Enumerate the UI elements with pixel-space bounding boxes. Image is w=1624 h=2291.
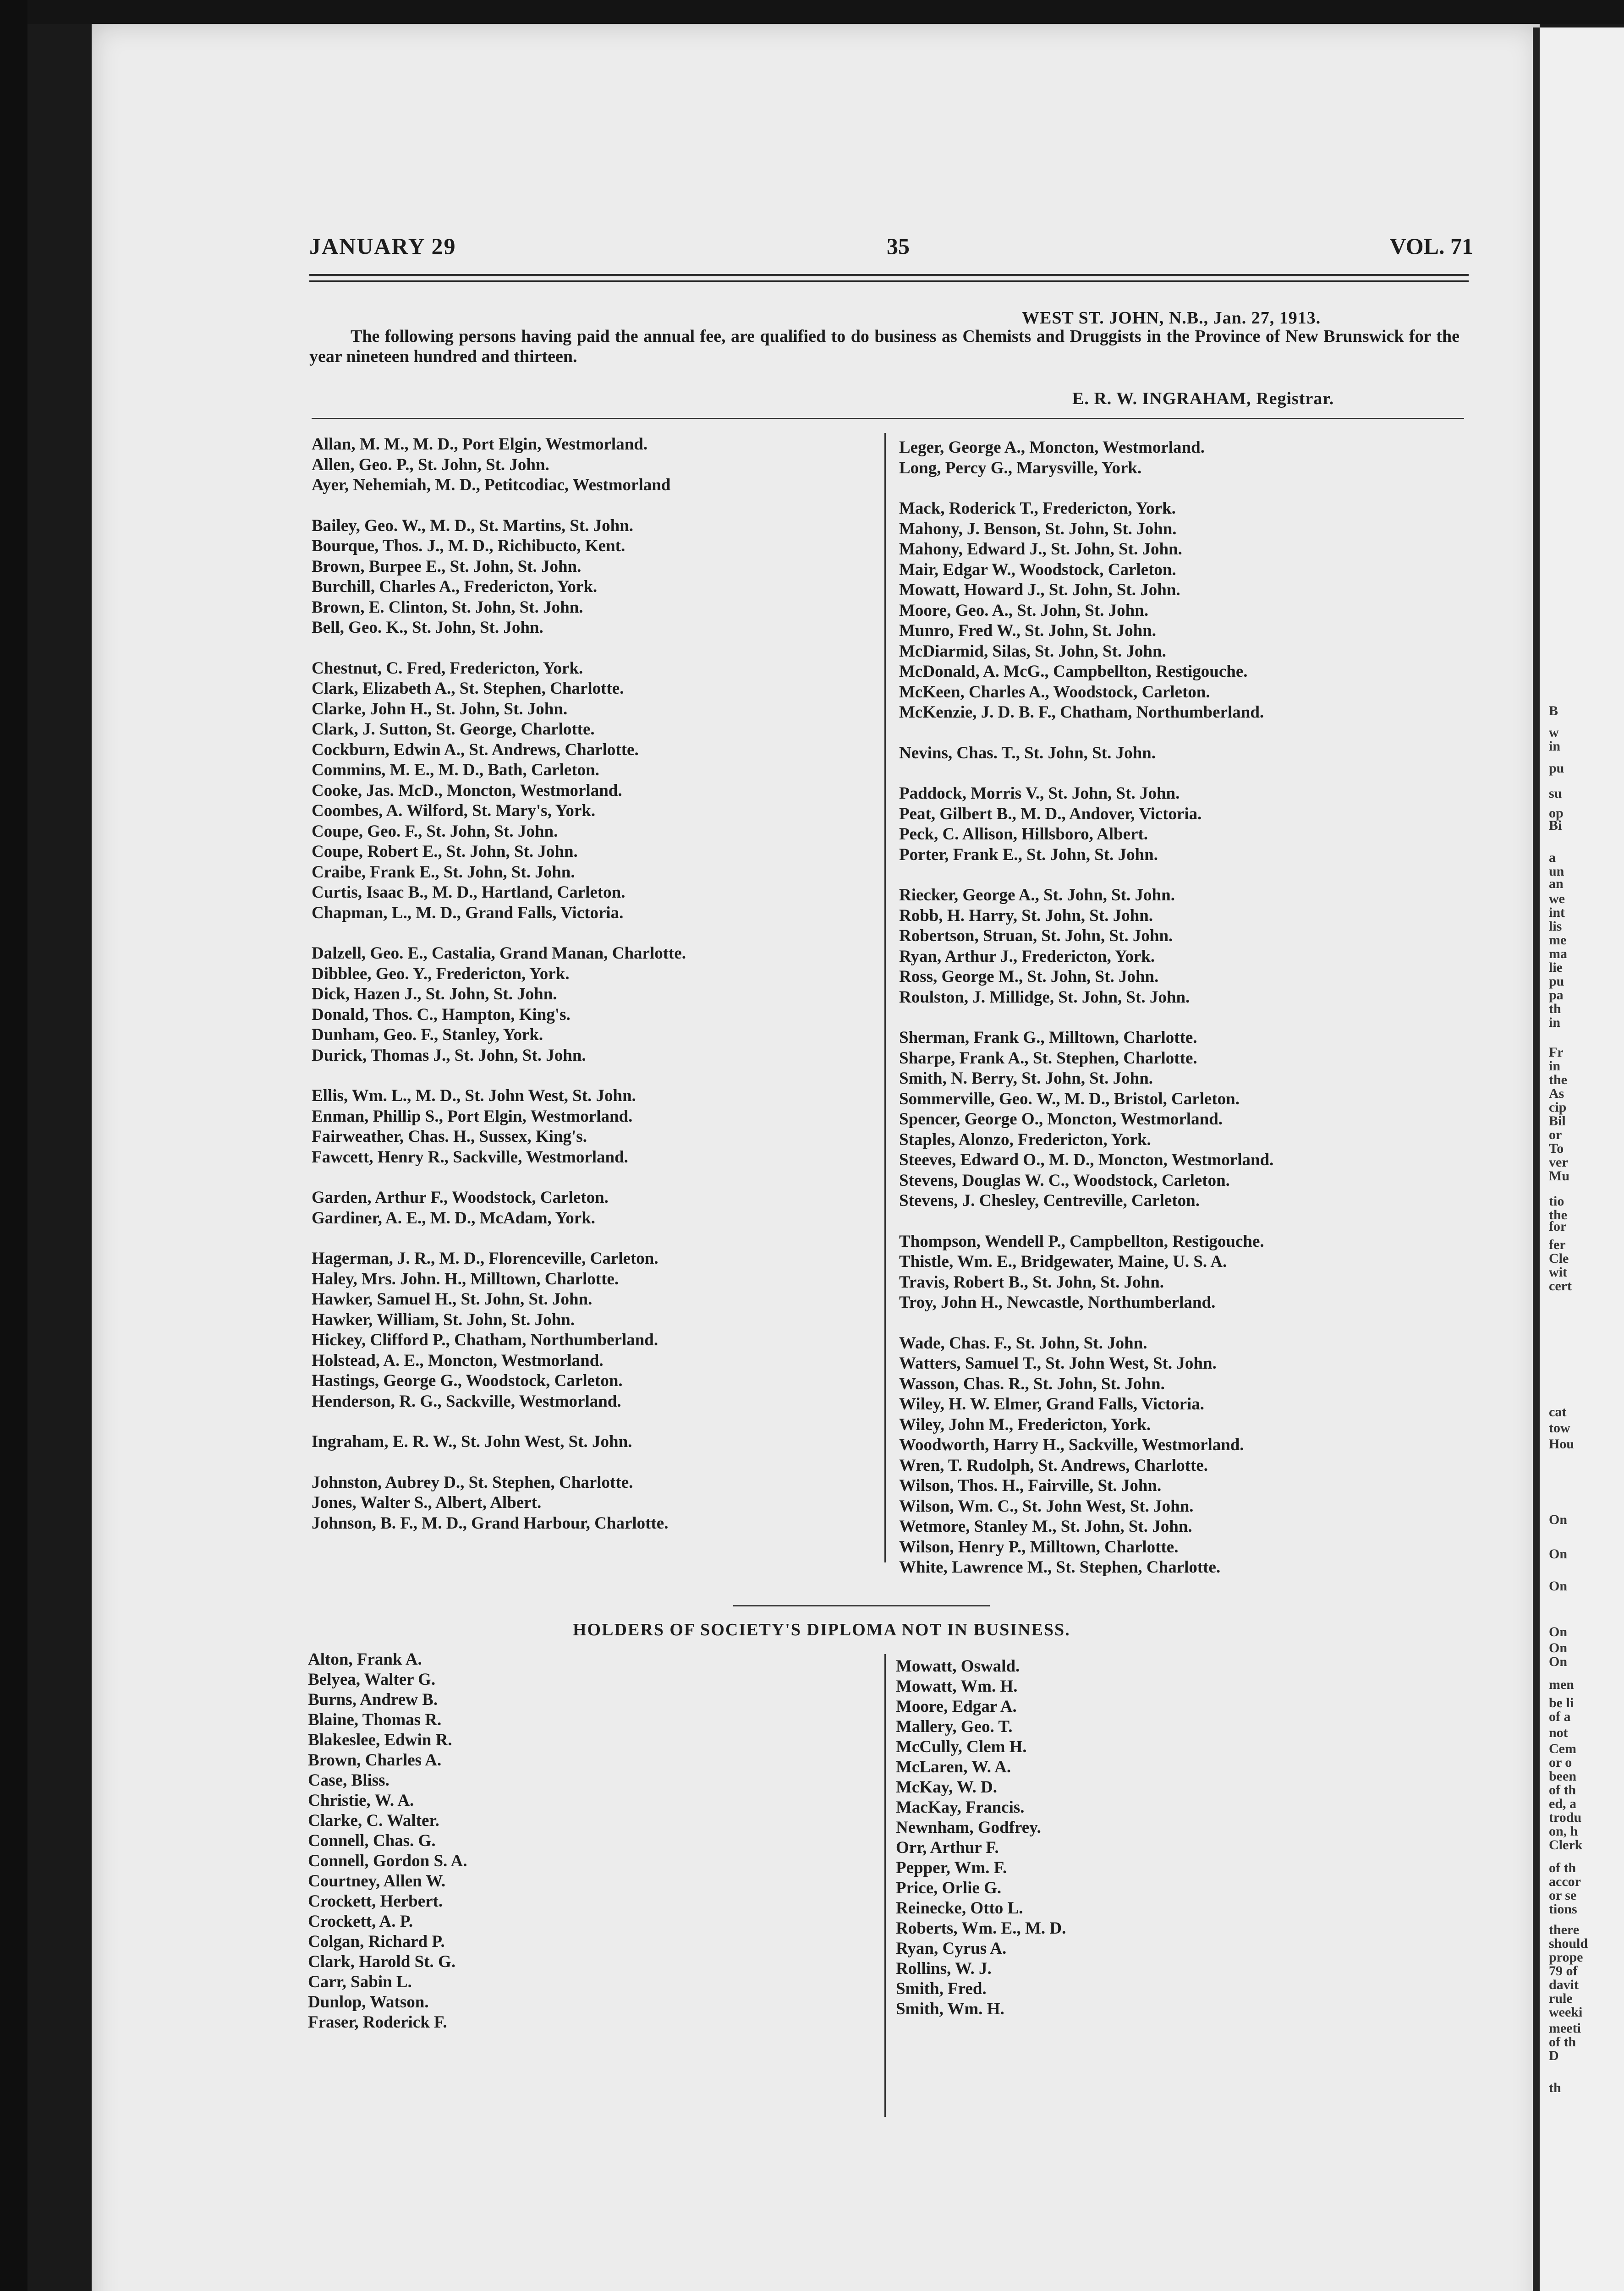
diploma-holder-entry: Mallery, Geo. T. — [896, 1717, 1013, 1736]
adjacent-page-fragment: in — [1549, 739, 1561, 754]
group-spacer — [312, 923, 686, 943]
registrant-entry: Nevins, Chas. T., St. John, St. John. — [899, 743, 1156, 762]
adjacent-page-fragment: On — [1549, 1624, 1568, 1639]
registrant-entry: Henderson, R. G., Sackville, Westmorland. — [312, 1392, 621, 1411]
adjacent-page-fragment: we — [1549, 891, 1565, 906]
registrant-entry: Coupe, Geo. F., St. John, St. John. — [312, 822, 558, 841]
adjacent-page-fragment: an — [1549, 876, 1564, 891]
registrant-entry: Coombes, A. Wilford, St. Mary's, York. — [312, 801, 596, 820]
registrant-entry: Ross, George M., St. John, St. John. — [899, 967, 1159, 986]
group-spacer — [312, 1066, 686, 1086]
registrant-entry: McDonald, A. McG., Campbellton, Restigouche. — [899, 662, 1248, 681]
registrant-entry: McKenzie, J. D. B. F., Chatham, Northumberland. — [899, 703, 1264, 722]
registrant-entry: McDiarmid, Silas, St. John, St. John. — [899, 641, 1166, 661]
registrant-entry: Enman, Phillip S., Port Elgin, Westmorland. — [312, 1107, 633, 1126]
registrant-entry: Spencer, George O., Moncton, Westmorland. — [899, 1110, 1223, 1129]
registrant-entry: Paddock, Morris V., St. John, St. John. — [899, 784, 1180, 803]
diploma-holder-entry: McCully, Clem H. — [896, 1737, 1027, 1756]
diploma-rule — [733, 1605, 990, 1606]
registrant-entry: Ingraham, E. R. W., St. John West, St. John. — [312, 1432, 632, 1451]
registrant-entry: Mahony, J. Benson, St. John, St. John. — [899, 519, 1177, 538]
registrant-entry: Thompson, Wendell P., Campbellton, Restigouche. — [899, 1232, 1264, 1251]
registrant-entry: Robertson, Struan, St. John, St. John. — [899, 926, 1173, 945]
diploma-heading: HOLDERS OF SOCIETY'S DIPLOMA NOT IN BUSINESS. — [573, 1620, 1070, 1639]
registrant-entry: Mahony, Edward J., St. John, St. John. — [899, 540, 1182, 559]
registrant-entry: Dibblee, Geo. Y., Fredericton, York. — [312, 964, 570, 983]
group-spacer — [899, 723, 1273, 743]
registrant-entry: Craibe, Frank E., St. John, St. John. — [312, 862, 575, 882]
registrant-entry: Fawcett, Henry R., Sackville, Westmorland. — [312, 1147, 628, 1167]
adjacent-page-fragment: me — [1549, 932, 1567, 948]
group-spacer — [899, 763, 1273, 784]
column-divider — [884, 433, 886, 1562]
group-spacer — [899, 478, 1273, 499]
registrant-entry: Ellis, Wm. L., M. D., St. John West, St. John. — [312, 1086, 636, 1105]
adjacent-page-fragment: To — [1549, 1141, 1564, 1156]
registrant-entry: Allen, Geo. P., St. John, St. John. — [312, 455, 549, 474]
diploma-holder-entry: Pepper, Wm. F. — [896, 1858, 1007, 1877]
adjacent-page-fragment: pa — [1549, 987, 1564, 1003]
registrant-entry: Porter, Frank E., St. John, St. John. — [899, 845, 1158, 864]
diploma-holder-entry: Carr, Sabin L. — [308, 1973, 412, 1991]
adjacent-page-fragment: lis — [1549, 919, 1562, 934]
adjacent-page-fragment: of th — [1549, 1860, 1576, 1875]
registrant-entry: Hickey, Clifford P., Chatham, Northumberland. — [312, 1331, 658, 1349]
registrant-entry: Gardiner, A. E., M. D., McAdam, York. — [312, 1208, 596, 1228]
adjacent-page-fragment: cert — [1549, 1278, 1572, 1293]
header-date: JANUARY 29 — [309, 233, 456, 259]
adjacent-page-fragment: 79 of — [1549, 1963, 1578, 1979]
adjacent-page-fragment: the — [1549, 1207, 1567, 1222]
registrant-entry: Robb, H. Harry, St. John, St. John. — [899, 906, 1153, 925]
registrant-entry: Wilson, Henry P., Milltown, Charlotte. — [899, 1537, 1179, 1557]
registrant-entry: Woodworth, Harry H., Sackville, Westmorland. — [899, 1436, 1244, 1454]
registrant-entry: McKeen, Charles A., Woodstock, Carleton. — [899, 682, 1210, 702]
adjacent-page-fragment: tions — [1549, 1902, 1577, 1917]
diploma-holder-entry: Price, Orlie G. — [896, 1879, 1002, 1897]
registrant-entry: Johnson, B. F., M. D., Grand Harbour, Charlotte. — [312, 1513, 669, 1533]
registrant-entry: Coupe, Robert E., St. John, St. John. — [312, 842, 578, 861]
diploma-holder-entry: Newnham, Godfrey. — [896, 1818, 1041, 1837]
diploma-holder-entry: Connell, Gordon S. A. — [308, 1852, 467, 1870]
page-number: 35 — [887, 233, 910, 259]
registrant-entry: Chestnut, C. Fred, Fredericton, York. — [312, 658, 583, 678]
registrant-entry: Wilson, Thos. H., Fairville, St. John. — [899, 1476, 1162, 1495]
adjacent-page-fragment: Cem — [1549, 1741, 1576, 1756]
volume-number: VOL. 71 — [1389, 233, 1473, 259]
adjacent-page-fragment: not — [1549, 1725, 1568, 1740]
registrant-entry: Roulston, J. Millidge, St. John, St. John. — [899, 987, 1190, 1007]
registrant-entry: Munro, Fred W., St. John, St. John. — [899, 621, 1156, 640]
registered-left-column — [312, 434, 686, 1534]
registrant-entry: Cockburn, Edwin A., St. Andrews, Charlotte. — [312, 740, 639, 759]
adjacent-page-fragment: accor — [1549, 1874, 1581, 1889]
adjacent-page-fragment: As — [1549, 1086, 1564, 1101]
registrant-entry: Long, Percy G., Marysville, York. — [899, 458, 1142, 477]
registrant-entry: Fairweather, Chas. H., Sussex, King's. — [312, 1127, 587, 1146]
registrant-entry: Durick, Thomas J., St. John, St. John. — [312, 1046, 586, 1065]
adjacent-page-fragment: men — [1549, 1677, 1574, 1692]
adjacent-page-fragment: wit — [1549, 1265, 1567, 1280]
registrant-entry: Ryan, Arthur J., Fredericton, York. — [899, 947, 1155, 966]
group-spacer — [312, 1167, 686, 1188]
notice-dateline: WEST ST. JOHN, N.B., Jan. 27, 1913. — [1022, 308, 1321, 328]
registrant-entry: Ayer, Nehemiah, M. D., Petitcodiac, Westmorland — [312, 476, 671, 494]
registrant-entry: Wade, Chas. F., St. John, St. John. — [899, 1333, 1147, 1353]
registrant-entry: Chapman, L., M. D., Grand Falls, Victoria. — [312, 903, 624, 922]
diploma-holder-entry: Rollins, W. J. — [896, 1959, 992, 1978]
adjacent-page-fragment: op — [1549, 806, 1564, 821]
diploma-holder-entry: Blakeslee, Edwin R. — [308, 1731, 452, 1749]
diploma-holder-entry: Mowatt, Oswald. — [896, 1657, 1020, 1676]
adjacent-page-edge — [1540, 27, 1624, 2291]
registrar-signature: E. R. W. INGRAHAM, Registrar. — [1072, 389, 1334, 408]
adjacent-page-fragment: B — [1549, 703, 1558, 718]
adjacent-page-fragment: for — [1549, 1219, 1567, 1234]
adjacent-page-fragment: su — [1549, 786, 1562, 801]
adjacent-page-fragment: prope — [1549, 1950, 1583, 1965]
adjacent-page-fragment: pu — [1549, 761, 1564, 776]
group-spacer — [899, 1211, 1273, 1232]
registrant-entry: Sherman, Frank G., Milltown, Charlotte. — [899, 1028, 1197, 1047]
adjacent-page-fragment: lie — [1549, 960, 1563, 975]
registrant-entry: Mowatt, Howard J., St. John, St. John. — [899, 581, 1180, 599]
adjacent-page-fragment: Clerk — [1549, 1837, 1583, 1853]
adjacent-page-fragment: tow — [1549, 1420, 1570, 1436]
adjacent-page-fragment: davit — [1549, 1977, 1579, 1992]
diploma-holder-entry: Ryan, Cyrus A. — [896, 1939, 1007, 1958]
registrant-entry: Dick, Hazen J., St. John, St. John. — [312, 985, 557, 1003]
adjacent-page-fragment: un — [1549, 864, 1564, 879]
adjacent-page-fragment: in — [1549, 1015, 1561, 1030]
diploma-holder-entry: Brown, Charles A. — [308, 1751, 442, 1770]
registrant-entry: Clark, Elizabeth A., St. Stephen, Charlotte. — [312, 679, 624, 698]
adjacent-page-fragment: D — [1549, 2048, 1559, 2063]
registrant-entry: Clarke, John H., St. John, St. John. — [312, 699, 568, 718]
registrant-entry: Dunham, Geo. F., Stanley, York. — [312, 1025, 543, 1044]
adjacent-page-fragment: there — [1549, 1922, 1580, 1937]
adjacent-page-fragment: cip — [1549, 1100, 1567, 1115]
group-spacer — [312, 1412, 686, 1432]
adjacent-page-fragment: Bi — [1549, 818, 1562, 833]
diploma-holder-entry: Moore, Edgar A. — [896, 1697, 1017, 1716]
registrant-entry: Wren, T. Rudolph, St. Andrews, Charlotte. — [899, 1456, 1208, 1475]
registrant-entry: Cooke, Jas. McD., Moncton, Westmorland. — [312, 781, 622, 800]
registrant-entry: Garden, Arthur F., Woodstock, Carleton. — [312, 1188, 609, 1207]
adjacent-page-fragment: cat — [1549, 1404, 1567, 1420]
registrant-entry: Thistle, Wm. E., Bridgewater, Maine, U. S. A. — [899, 1252, 1227, 1271]
registrant-entry: Haley, Mrs. John. H., Milltown, Charlotte. — [312, 1269, 619, 1288]
group-spacer — [312, 1452, 686, 1473]
diploma-holder-entry: Smith, Wm. H. — [896, 2000, 1004, 2018]
adjacent-page-fragment: Cle — [1549, 1251, 1569, 1266]
registrant-entry: Curtis, Isaac B., M. D., Hartland, Carleton. — [312, 883, 625, 902]
registrant-entry: Stevens, J. Chesley, Centreville, Carleton. — [899, 1191, 1200, 1210]
registrant-entry: Mack, Roderick T., Fredericton, York. — [899, 499, 1176, 518]
registrant-entry: Staples, Alonzo, Fredericton, York. — [899, 1130, 1151, 1149]
registrant-entry: Bell, Geo. K., St. John, St. John. — [312, 618, 543, 637]
registrant-entry: Riecker, George A., St. John, St. John. — [899, 886, 1175, 904]
registrant-entry: Sharpe, Frank A., St. Stephen, Charlotte. — [899, 1048, 1197, 1068]
adjacent-page-fragment: Fr — [1549, 1045, 1564, 1060]
adjacent-page-fragment: trodu — [1549, 1810, 1582, 1825]
adjacent-page-fragment: rule — [1549, 1991, 1573, 2006]
adjacent-page-fragment: Hou — [1549, 1436, 1575, 1452]
registrant-entry: Johnston, Aubrey D., St. Stephen, Charlotte. — [312, 1473, 633, 1492]
diploma-holder-entry: Blaine, Thomas R. — [308, 1710, 442, 1729]
registrant-entry: Mair, Edgar W., Woodstock, Carleton. — [899, 560, 1176, 579]
adjacent-page-fragment: be li — [1549, 1695, 1574, 1710]
diploma-holder-entry: Fraser, Roderick F. — [308, 2013, 447, 2032]
header-rule-bottom — [309, 280, 1469, 282]
group-spacer — [899, 1313, 1273, 1333]
scan-left-border — [0, 0, 27, 2291]
registrant-entry: Dalzell, Geo. E., Castalia, Grand Manan, Charlotte. — [312, 944, 686, 963]
scan-top-border — [0, 0, 1624, 24]
registered-right-column — [899, 438, 1273, 1578]
diploma-holder-entry: Mowatt, Wm. H. — [896, 1677, 1018, 1696]
registrant-entry: Steeves, Edward O., M. D., Moncton, Westmorland. — [899, 1151, 1274, 1169]
header-rule-top — [309, 274, 1469, 276]
adjacent-page-fragment: On — [1549, 1654, 1568, 1669]
adjacent-page-fragment: of a — [1549, 1709, 1571, 1724]
adjacent-page-fragment: weeki — [1549, 2005, 1583, 2020]
adjacent-page-fragment: Bil — [1549, 1113, 1566, 1129]
registrant-entry: Stevens, Douglas W. C., Woodstock, Carleton. — [899, 1171, 1230, 1190]
registrant-entry: Bailey, Geo. W., M. D., St. Martins, St. John. — [312, 516, 634, 535]
registrant-entry: Allan, M. M., M. D., Port Elgin, Westmorland. — [312, 435, 648, 454]
adjacent-page-fragment: Mu — [1549, 1168, 1569, 1184]
registrant-entry: Wilson, Wm. C., St. John West, St. John. — [899, 1496, 1194, 1516]
registrant-entry: Peck, C. Allison, Hillsboro, Albert. — [899, 825, 1148, 844]
diploma-holder-entry: Connell, Chas. G. — [308, 1831, 436, 1850]
adjacent-page-fragment: ed, a — [1549, 1796, 1576, 1811]
registrant-entry: Holstead, A. E., Moncton, Westmorland. — [312, 1351, 604, 1370]
adjacent-page-fragment: or o — [1549, 1755, 1572, 1770]
registrant-entry: Hastings, George G., Woodstock, Carleton. — [312, 1371, 623, 1390]
registrant-entry: Moore, Geo. A., St. John, St. John. — [899, 601, 1149, 620]
diploma-holder-entry: Reinecke, Otto L. — [896, 1899, 1023, 1918]
diploma-holder-entry: Roberts, Wm. E., M. D. — [896, 1919, 1066, 1938]
group-spacer — [899, 865, 1273, 885]
registrant-entry: Hawker, Samuel H., St. John, St. John. — [312, 1290, 593, 1309]
registrant-entry: Watters, Samuel T., St. John West, St. John. — [899, 1354, 1217, 1373]
adjacent-page-fragment: On — [1549, 1578, 1568, 1594]
adjacent-page-fragment: tio — [1549, 1194, 1564, 1209]
diploma-holder-entry: Clarke, C. Walter. — [308, 1811, 439, 1830]
registrant-entry: Hagerman, J. R., M. D., Florenceville, Carleton. — [312, 1249, 658, 1268]
registrant-entry: Burchill, Charles A., Fredericton, York. — [312, 577, 598, 596]
diploma-right-column — [896, 1656, 1066, 2019]
adjacent-page-fragment: or se — [1549, 1888, 1577, 1903]
group-spacer — [312, 638, 686, 658]
adjacent-page-fragment: of th — [1549, 2034, 1576, 2050]
registrant-entry: Bourque, Thos. J., M. D., Richibucto, Kent. — [312, 537, 625, 555]
diploma-left-column — [308, 1650, 467, 2033]
diploma-holder-entry: Smith, Fred. — [896, 1979, 987, 1998]
diploma-holder-entry: Christie, W. A. — [308, 1791, 414, 1810]
adjacent-page-fragment: the — [1549, 1072, 1567, 1087]
diploma-holder-entry: Burns, Andrew B. — [308, 1690, 438, 1709]
registrant-entry: Wiley, H. W. Elmer, Grand Falls, Victoria. — [899, 1395, 1205, 1414]
registrant-entry: Jones, Walter S., Albert, Albert. — [312, 1493, 542, 1512]
adjacent-page-fragment: fer — [1549, 1237, 1566, 1252]
diploma-holder-entry: Case, Bliss. — [308, 1771, 390, 1790]
adjacent-page-fragment: meeti — [1549, 2021, 1581, 2036]
notice-body: The following persons having paid the annual fee, are qualified to do business as Chemists and Druggists in the Province of New Brunswick for the year nineteen hundred and thirteen. — [309, 327, 1459, 366]
adjacent-page-fragment: of th — [1549, 1782, 1576, 1798]
diploma-holder-entry: McKay, W. D. — [896, 1778, 997, 1797]
diploma-holder-entry: Alton, Frank A. — [308, 1650, 422, 1669]
diploma-holder-entry: Courtney, Allen W. — [308, 1872, 446, 1891]
adjacent-page-fragment: int — [1549, 905, 1565, 920]
running-header — [309, 233, 1473, 260]
adjacent-page-fragment: w — [1549, 725, 1559, 740]
adjacent-page-fragment: in — [1549, 1058, 1561, 1074]
adjacent-page-fragment: On — [1549, 1512, 1568, 1527]
registrant-entry: Donald, Thos. C., Hampton, King's. — [312, 1005, 571, 1024]
diploma-holder-entry: MacKay, Francis. — [896, 1798, 1025, 1817]
adjacent-page-fragment: th — [1549, 2080, 1561, 2095]
diploma-holder-entry: Clark, Harold St. G. — [308, 1952, 456, 1971]
adjacent-page-fragment: pu — [1549, 974, 1564, 989]
registrant-entry: Wasson, Chas. R., St. John, St. John. — [899, 1374, 1165, 1393]
diploma-holder-entry: Orr, Arthur F. — [896, 1838, 999, 1857]
adjacent-page-fragment: a — [1549, 850, 1556, 865]
registrant-entry: White, Lawrence M., St. Stephen, Charlotte. — [899, 1558, 1221, 1577]
registrant-entry: Sommerville, Geo. W., M. D., Bristol, Carleton. — [899, 1089, 1240, 1108]
diploma-holder-entry: Belyea, Walter G. — [308, 1670, 436, 1689]
group-spacer — [899, 1008, 1273, 1028]
adjacent-page-fragment: On — [1549, 1640, 1568, 1655]
registrant-entry: Smith, N. Berry, St. John, St. John. — [899, 1069, 1153, 1088]
diploma-holder-entry: Dunlop, Watson. — [308, 1993, 429, 2011]
adjacent-page-fragment: or — [1549, 1127, 1562, 1142]
registrant-entry: Commins, M. E., M. D., Bath, Carleton. — [312, 761, 599, 779]
diploma-column-divider — [884, 1654, 886, 2117]
adjacent-page-fragment: th — [1549, 1001, 1561, 1016]
group-spacer — [312, 496, 686, 516]
diploma-holder-entry: McLaren, W. A. — [896, 1758, 1011, 1776]
adjacent-page-fragment: On — [1549, 1546, 1568, 1562]
registrant-entry: Hawker, William, St. John, St. John. — [312, 1310, 575, 1329]
group-spacer — [312, 1228, 686, 1249]
adjacent-page-fragment: on, h — [1549, 1824, 1578, 1839]
registrant-entry: Travis, Robert B., St. John, St. John. — [899, 1272, 1164, 1292]
registrant-entry: Peat, Gilbert B., M. D., Andover, Victoria. — [899, 804, 1202, 823]
adjacent-page-fragment: should — [1549, 1936, 1588, 1951]
registrant-entry: Leger, George A., Moncton, Westmorland. — [899, 438, 1205, 457]
adjacent-page-fragment: ver — [1549, 1155, 1568, 1170]
adjacent-page-fragment: been — [1549, 1769, 1576, 1784]
registrant-entry: Wetmore, Stanley M., St. John, St. John. — [899, 1517, 1192, 1536]
diploma-holder-entry: Colgan, Richard P. — [308, 1932, 445, 1951]
registrant-entry: Clark, J. Sutton, St. George, Charlotte. — [312, 720, 595, 739]
registrant-entry: Troy, John H., Newcastle, Northumberland. — [899, 1293, 1216, 1312]
notice-rule — [312, 418, 1464, 419]
adjacent-page-fragment: ma — [1549, 946, 1567, 961]
registrant-entry: Wiley, John M., Fredericton, York. — [899, 1415, 1151, 1434]
registrant-entry: Brown, Burpee E., St. John, St. John. — [312, 557, 582, 576]
diploma-holder-entry: Crockett, A. P. — [308, 1912, 413, 1931]
registrant-entry: Brown, E. Clinton, St. John, St. John. — [312, 597, 583, 617]
diploma-holder-entry: Crockett, Herbert. — [308, 1892, 443, 1911]
